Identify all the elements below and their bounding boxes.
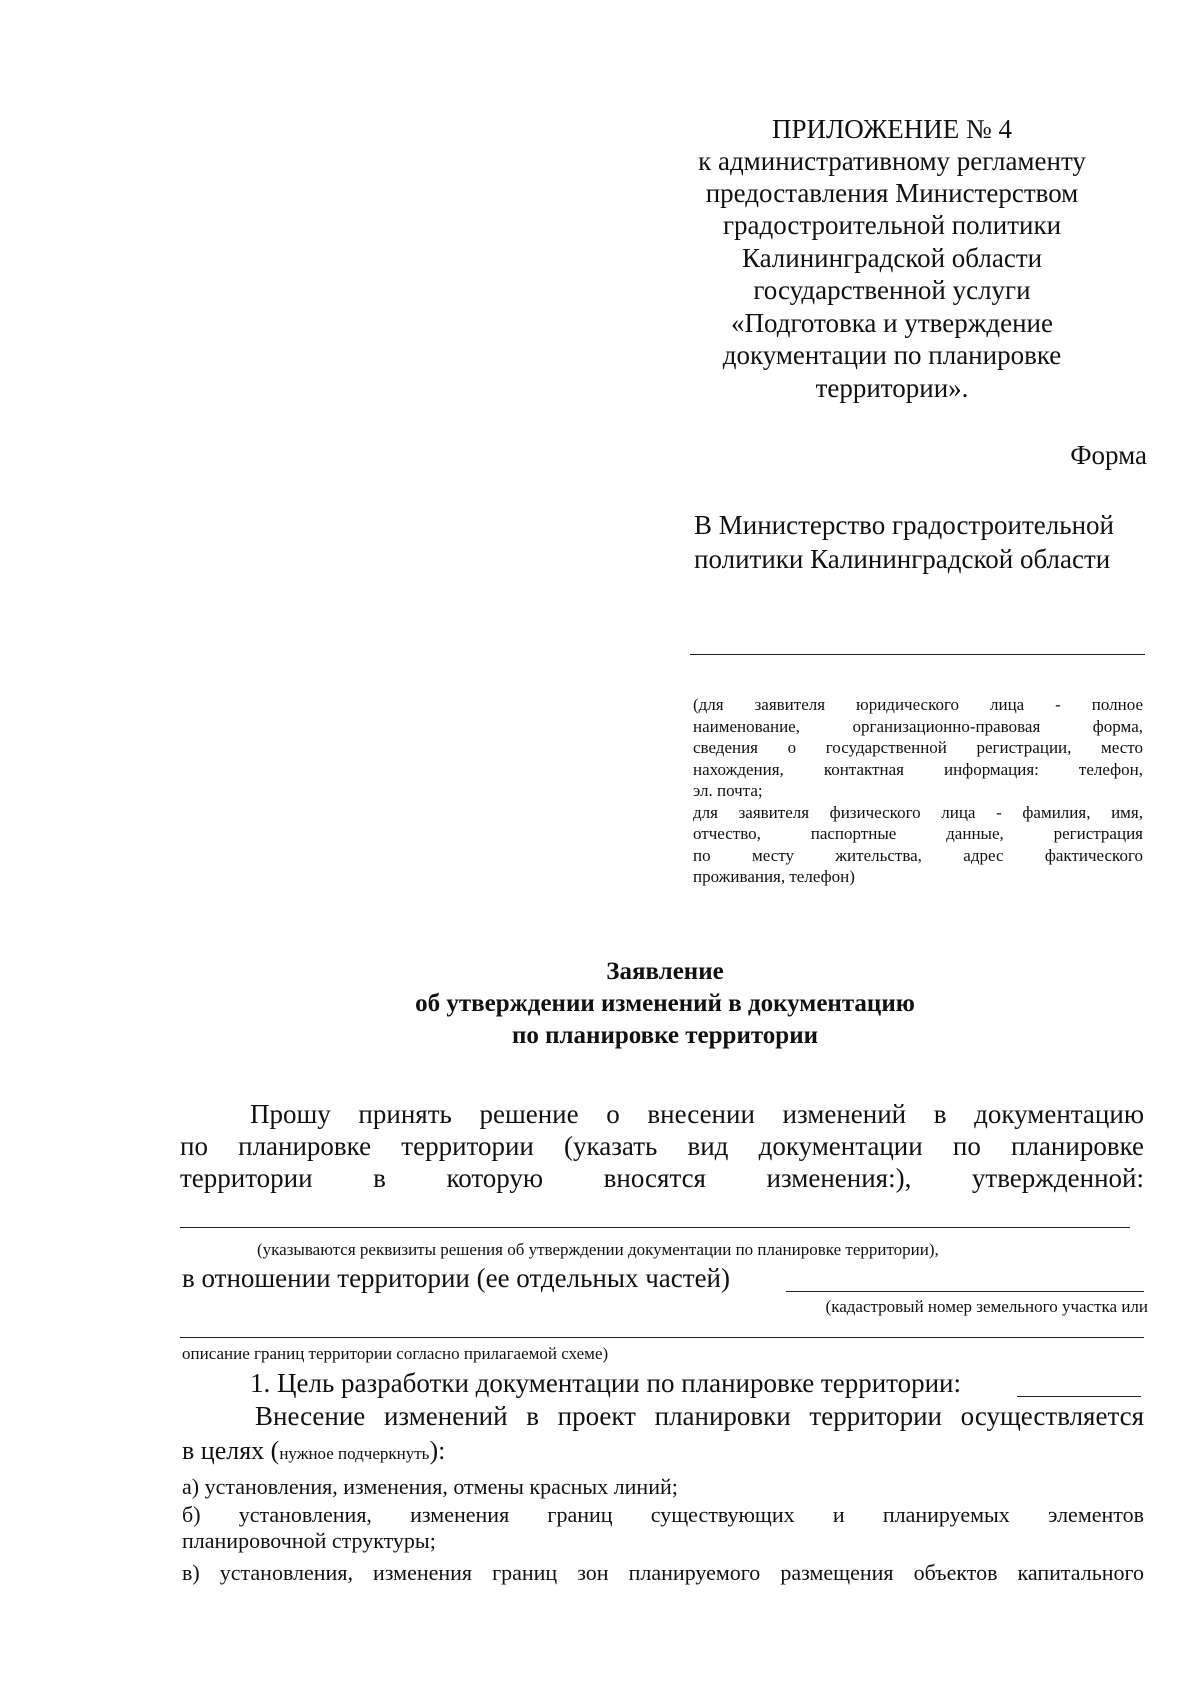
appendix-line: государственной услуги [753, 275, 1031, 305]
requisites-field-line [180, 1227, 1130, 1228]
option-b [182, 1502, 1144, 1554]
purpose-field-line [1017, 1396, 1141, 1397]
hint-cadastral: (кадастровый номер земельного участка или [825, 1297, 1148, 1316]
hint-line: проживания, телефон) [693, 867, 855, 886]
hint-line: сведения о государственной регистрации, место [693, 738, 1143, 757]
purpose-text: Внесение изменений в проект планировки территории осуществляется [255, 1401, 1144, 1431]
purpose-goal-text: в целях ( [182, 1436, 280, 1465]
option-b-line: б) установления, изменения границ существующих и планируемых элементов [182, 1502, 1144, 1527]
hint-line: эл. почта; [693, 781, 763, 800]
addressee-line: политики Калининградской области [694, 544, 1111, 574]
appendix-line: предоставления Министерством [705, 178, 1079, 208]
appendix-line: Калининградской области [741, 243, 1043, 273]
hint-line: отчество, паспортные данные, регистрация [693, 824, 1143, 843]
appendix-line: градостроительной политики [722, 210, 1062, 240]
hint-boundaries: описание границ территории согласно прилагаемой схеме) [182, 1344, 609, 1363]
boundaries-field-line [180, 1337, 1144, 1338]
title-line: по планировке территории [511, 1022, 819, 1049]
hint-requisites: (указываются реквизиты решения об утверждении документации по планировке территории), [257, 1240, 939, 1259]
applicant-hint [693, 694, 1143, 888]
item-1: 1. Цель разработки документации по планировке территории: [250, 1368, 962, 1398]
hint-line: нахождения, контактная информация: телефон, [693, 759, 1143, 779]
title-line: Заявление [606, 958, 724, 985]
hint-line: для заявителя физического лица - фамилия, имя, [693, 802, 1143, 822]
appendix-line: территории». [815, 373, 969, 403]
purpose-goal-end: ): [429, 1436, 446, 1465]
purpose-line [255, 1401, 1144, 1432]
appendix-line: «Подготовка и утверждение [731, 308, 1053, 338]
hint-line: наименование, организационно-правовая форма, [693, 716, 1143, 736]
paragraph-line: Прошу принять решение о внесении изменений в документацию [250, 1099, 1144, 1129]
addressee-line: В Министерство градостроительной [694, 510, 1114, 540]
option-a: а) установления, изменения, отмены красных линий; [182, 1474, 678, 1499]
option-v-line: в) установления, изменения границ зон планируемого размещения объектов капитального [182, 1560, 1144, 1585]
territory-label: в отношении территории (ее отдельных частей) [182, 1263, 731, 1293]
addressee [694, 508, 1114, 576]
purpose-goal [182, 1436, 445, 1466]
territory-field-line [786, 1291, 1144, 1292]
title-line: об утверждении изменений в документацию [415, 990, 915, 1017]
option-v [182, 1560, 1144, 1586]
appendix-line: документации по планировке [722, 340, 1062, 370]
appendix-line: к административному регламенту [698, 146, 1086, 176]
request-paragraph [180, 1098, 1144, 1194]
applicant-field-line [690, 654, 1145, 655]
document-title [0, 956, 1200, 1052]
hint-line: по месту жительства, адрес фактического [693, 845, 1143, 865]
purpose-goal-note: нужное подчеркнуть [279, 1444, 430, 1463]
form-label: Форма [1070, 440, 1147, 470]
appendix-title: ПРИЛОЖЕНИЕ № 4 [771, 114, 1013, 144]
paragraph-line: территории в которую вносятся изменения:), утвержденной: [180, 1163, 1144, 1193]
paragraph-line: по планировке территории (указать вид документации по планировке [180, 1131, 1144, 1161]
hint-line: (для заявителя юридического лица - полное [693, 695, 1143, 714]
option-b-line: планировочной структуры; [182, 1528, 436, 1553]
